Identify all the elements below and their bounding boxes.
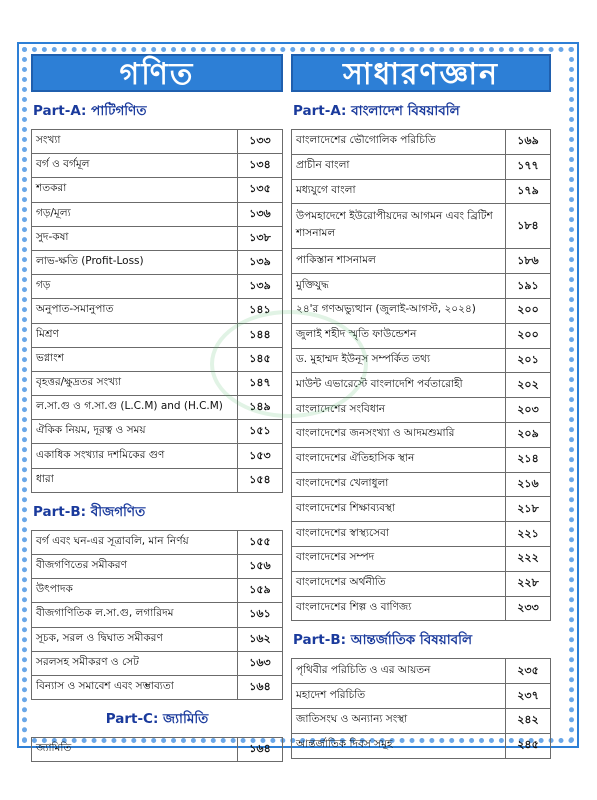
page-number-cell: ১৮৬ <box>506 249 551 274</box>
topic-cell: বীজগাণিতিক ল.সা.গু, লগারিদম <box>32 603 238 627</box>
table-row <box>292 348 551 373</box>
topic-cell: বাংলাদেশের সংবিধান <box>292 398 506 423</box>
topic-cell: বাংলাদেশের ভৌগোলিক পরিচিতি <box>292 130 506 155</box>
table-row <box>292 546 551 571</box>
page-number-cell: ২০০ <box>506 298 551 323</box>
topic-cell: ঐকিক নিয়ম, দূরত্ব ও সময় <box>32 420 238 444</box>
topic-cell: ল.সা.গু ও গ.সা.গু (L.C.M) and (H.C.M) <box>32 396 238 420</box>
table-row <box>32 275 283 299</box>
topic-cell: বর্গ এবং ঘন-এর সূত্রাবলি, মান নির্ণয় <box>32 530 238 554</box>
page-number-cell: ১৫১ <box>238 420 283 444</box>
page-number-cell: ২২৮ <box>506 571 551 596</box>
table-row <box>292 596 551 621</box>
table-row <box>32 627 283 651</box>
page-number-cell: ১৬৪ <box>238 675 283 699</box>
table-row <box>292 447 551 472</box>
topic-cell: বাংলাদেশের জনসংখ্যা ও আদমশুমারি <box>292 422 506 447</box>
topic-cell: পৃথিবীর পরিচিতি ও এর আয়তন <box>292 659 506 684</box>
page-number-cell: ১৫৪ <box>238 468 283 492</box>
table-row <box>32 178 283 202</box>
table-row <box>32 154 283 178</box>
table-row <box>292 204 551 249</box>
page-number-cell: ১৪৯ <box>238 396 283 420</box>
page-number-cell: ২০৩ <box>506 398 551 423</box>
table-row <box>32 202 283 226</box>
topic-cell: বর্গ ও বর্গমূল <box>32 154 238 178</box>
topic-cell: গড় <box>32 275 238 299</box>
topic-cell: বাংলাদেশের অর্থনীতি <box>292 571 506 596</box>
table-row <box>292 497 551 522</box>
table-row <box>32 420 283 444</box>
topic-cell: মাউন্ট এভারেস্টে বাংলাদেশি পর্বতারোহী <box>292 373 506 398</box>
page-number-cell: ১৩৮ <box>238 226 283 250</box>
table-row <box>32 603 283 627</box>
topic-cell: ধারা <box>32 468 238 492</box>
topic-cell: ভগ্নাংশ <box>32 347 238 371</box>
page-number-cell: ২০৯ <box>506 422 551 447</box>
gk-part-a-table <box>291 129 551 621</box>
table-row <box>292 130 551 155</box>
topic-cell: ড. মুহাম্মদ ইউনূস সম্পর্কিত তথ্য <box>292 348 506 373</box>
table-row <box>292 684 551 709</box>
page-number-cell: ১৭৯ <box>506 179 551 204</box>
page-number-cell: ১৩৯ <box>238 250 283 274</box>
topic-cell: মিশ্রণ <box>32 323 238 347</box>
page-number-cell: ২১৪ <box>506 447 551 472</box>
table-row <box>32 579 283 603</box>
table-row <box>292 659 551 684</box>
page-number-cell: ১৫৬ <box>238 555 283 579</box>
table-row <box>32 130 283 154</box>
page-number-cell: ২৪২ <box>506 708 551 733</box>
table-row <box>292 179 551 204</box>
table-row <box>292 398 551 423</box>
math-banner: গণিত <box>31 54 283 92</box>
topic-cell: বৃহত্তর/ক্ষুদ্রতর সংখ্যা <box>32 371 238 395</box>
table-row <box>32 371 283 395</box>
page-number-cell: ১৩৫ <box>238 178 283 202</box>
page-number-cell: ২০২ <box>506 373 551 398</box>
topic-cell: বাংলাদেশের স্বাস্থ্যসেবা <box>292 522 506 547</box>
table-row <box>292 274 551 299</box>
math-part-c-table <box>31 737 283 762</box>
topic-cell: সুদ-কষা <box>32 226 238 250</box>
table-row <box>32 250 283 274</box>
page-number-cell: ১৫৯ <box>238 579 283 603</box>
topic-cell: উৎপাদক <box>32 579 238 603</box>
page-number-cell: ২৩৫ <box>506 659 551 684</box>
math-part-a-title: Part-A: পাটিগণিত <box>33 103 147 119</box>
page-number-cell: ১৫৫ <box>238 530 283 554</box>
table-row <box>292 472 551 497</box>
table-row <box>32 444 283 468</box>
table-row <box>32 226 283 250</box>
page-number-cell: ১৬২ <box>238 627 283 651</box>
gk-part-a-title: Part-A: বাংলাদেশ বিষয়াবলি <box>293 103 460 119</box>
topic-cell: একাধিক সংখ্যার দশমিকের গুণ <box>32 444 238 468</box>
table-row <box>292 708 551 733</box>
table-row <box>292 298 551 323</box>
table-row <box>292 373 551 398</box>
topic-cell: সরলসহ সমীকরণ ও সেট <box>32 651 238 675</box>
topic-cell: প্রাচীন বাংলা <box>292 154 506 179</box>
topic-cell: বাংলাদেশের শিল্প ও বাণিজ্য <box>292 596 506 621</box>
table-row <box>32 530 283 554</box>
table-row <box>32 299 283 323</box>
table-row <box>292 571 551 596</box>
topic-cell: জাতিসংঘ ও অন্যান্য সংস্থা <box>292 708 506 733</box>
page-number-cell: ১৩৬ <box>238 202 283 226</box>
math-part-a-table <box>31 129 283 493</box>
table-row <box>32 323 283 347</box>
math-column <box>31 54 283 762</box>
table-row <box>292 249 551 274</box>
topic-cell: বাংলাদেশের খেলাধুলা <box>292 472 506 497</box>
math-part-b-title: Part-B: বীজগণিত <box>33 503 146 520</box>
topic-cell: ২৪'র গণঅভ্যুত্থান (জুলাই-আগস্ট, ২০২৪) <box>292 298 506 323</box>
topic-cell: বাংলাদেশের সম্পদ <box>292 546 506 571</box>
table-row <box>32 555 283 579</box>
topic-cell: বীজগণিতের সমীকরণ <box>32 555 238 579</box>
topic-cell: মুক্তিযুদ্ধ <box>292 274 506 299</box>
page-number-cell: ১৬৩ <box>238 651 283 675</box>
table-row <box>32 675 283 699</box>
topic-cell: মধ্যযুগে বাংলা <box>292 179 506 204</box>
topic-cell: সংখ্যা <box>32 130 238 154</box>
table-row <box>292 154 551 179</box>
gk-banner: সাধারণজ্ঞান <box>291 54 551 92</box>
page-number-cell: ১৩৯ <box>238 275 283 299</box>
table-row <box>32 651 283 675</box>
page-number-cell: ১৯১ <box>506 274 551 299</box>
page-number-cell: ২১৬ <box>506 472 551 497</box>
page-number-cell: ২০১ <box>506 348 551 373</box>
page-number-cell: ১৭৭ <box>506 154 551 179</box>
page-number-cell: ২২১ <box>506 522 551 547</box>
table-row <box>292 733 551 758</box>
topic-cell: বাংলাদেশের শিক্ষাব্যবস্থা <box>292 497 506 522</box>
topic-cell: মহাদেশ পরিচিতি <box>292 684 506 709</box>
page-number-cell: ২৩৩ <box>506 596 551 621</box>
page-number-cell: ১৩৩ <box>238 130 283 154</box>
page-number-cell: ১৮৪ <box>506 204 551 249</box>
page-border <box>17 42 579 756</box>
topic-cell: উপমহাদেশে ইউরোপীয়দের আগমন এবং ব্রিটিশ শাসনামল <box>292 204 506 249</box>
topic-cell: আন্তর্জাতিক দিবস সমূহ <box>292 733 506 758</box>
topic-cell: শতকরা <box>32 178 238 202</box>
topic-cell: অনুপাত-সমানুপাত <box>32 299 238 323</box>
topic-cell: গড়/মূল্য <box>32 202 238 226</box>
table-row <box>32 468 283 492</box>
math-part-b-table <box>31 530 283 700</box>
topic-cell: বিন্যাস ও সমাবেশ এবং সম্ভাব্যতা <box>32 675 238 699</box>
topic-cell: বাংলাদেশের ঐতিহাসিক স্থান <box>292 447 506 472</box>
page-number-cell: ২৩৭ <box>506 684 551 709</box>
page-number-cell: ১৬৪ <box>238 738 283 762</box>
gk-part-b-title: Part-B: আন্তর্জাতিক বিষয়াবলি <box>293 632 473 649</box>
math-part-c-title: Part-C: জ্যামিতি <box>105 711 209 728</box>
page-number-cell: ১৫৩ <box>238 444 283 468</box>
topic-cell: সূচক, সরল ও দ্বিঘাত সমীকরণ <box>32 627 238 651</box>
table-row <box>292 323 551 348</box>
topic-cell: পাকিস্তান শাসনামল <box>292 249 506 274</box>
page-number-cell: ২১৮ <box>506 497 551 522</box>
page-number-cell: ১৩৪ <box>238 154 283 178</box>
page-number-cell: ২০০ <box>506 323 551 348</box>
topic-cell: জুলাই শহীদ স্মৃতি ফাউন্ডেশন <box>292 323 506 348</box>
table-row <box>32 347 283 371</box>
table-row <box>32 738 283 762</box>
page-number-cell: ১৬১ <box>238 603 283 627</box>
page-number-cell: ১৪৪ <box>238 323 283 347</box>
page-number-cell: ২৪৫ <box>506 733 551 758</box>
gk-part-b-table <box>291 658 551 758</box>
table-row <box>292 522 551 547</box>
page-number-cell: ১৪৫ <box>238 347 283 371</box>
page-number-cell: ১৪১ <box>238 299 283 323</box>
table-row <box>292 422 551 447</box>
gk-column <box>291 54 551 759</box>
page-number-cell: ১৪৭ <box>238 371 283 395</box>
table-row <box>32 396 283 420</box>
page-number-cell: ২২২ <box>506 546 551 571</box>
topic-cell: জ্যামিতি <box>32 738 238 762</box>
topic-cell: লাভ-ক্ষতি (Profit-Loss) <box>32 250 238 274</box>
page-number-cell: ১৬৯ <box>506 130 551 155</box>
